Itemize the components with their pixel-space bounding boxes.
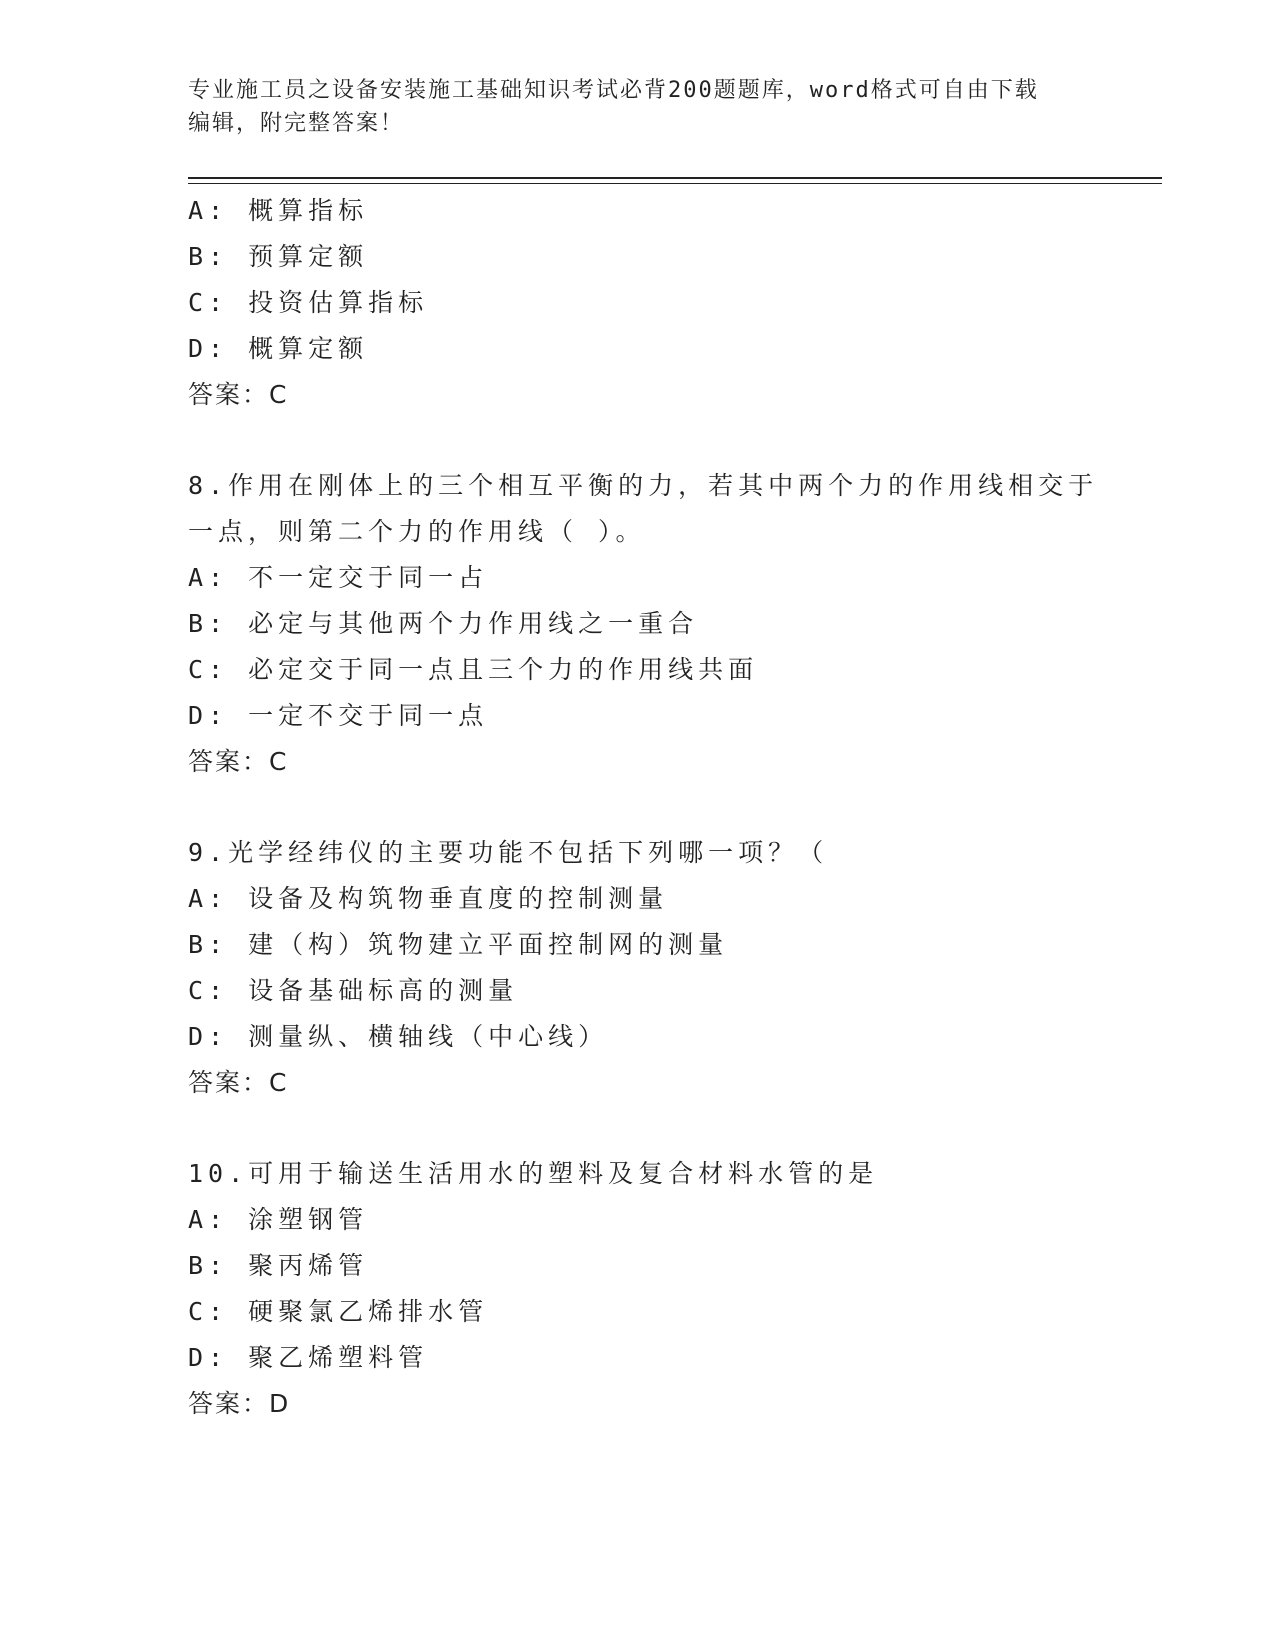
option-c: C: 硬聚氯乙烯排水管 bbox=[188, 1297, 489, 1326]
option-c: C: 必定交于同一点且三个力的作用线共面 bbox=[188, 655, 759, 684]
answer: 答案：D bbox=[188, 1389, 291, 1418]
option-c: C: 设备基础标高的测量 bbox=[188, 976, 519, 1005]
answer: 答案：C bbox=[188, 380, 289, 409]
question-stem: 10.可用于输送生活用水的塑料及复合材料水管的是 bbox=[188, 1159, 879, 1188]
option-a: A: 设备及构筑物垂直度的控制测量 bbox=[188, 884, 669, 913]
option-d: D: 测量纵、横轴线（中心线） bbox=[188, 1022, 609, 1051]
header-divider-thick bbox=[188, 177, 1162, 179]
question-7 bbox=[188, 188, 1088, 418]
option-d: D: 概算定额 bbox=[188, 334, 369, 363]
answer: 答案：C bbox=[188, 1068, 289, 1097]
option-b: B: 预算定额 bbox=[188, 242, 369, 271]
question-stem-line-2: 一点，则第二个力的作用线（ ）。 bbox=[188, 517, 646, 546]
question-list bbox=[188, 188, 1099, 1427]
header-line-1: 专业施工员之设备安装施工基础知识考试必背200题题库，word格式可自由下载 bbox=[188, 78, 1039, 103]
header-line-2: 编辑，附完整答案！ bbox=[188, 111, 405, 136]
document-header bbox=[188, 74, 1088, 140]
option-d: D: 聚乙烯塑料管 bbox=[188, 1343, 429, 1372]
option-a: A: 概算指标 bbox=[188, 196, 369, 225]
option-b: B: 聚丙烯管 bbox=[188, 1251, 369, 1280]
option-d: D: 一定不交于同一点 bbox=[188, 701, 489, 730]
option-b: B: 建（构）筑物建立平面控制网的测量 bbox=[188, 930, 729, 959]
header-divider-thin bbox=[188, 183, 1162, 184]
question-stem-line-1: 8.作用在刚体上的三个相互平衡的力，若其中两个力的作用线相交于 bbox=[188, 471, 1099, 500]
question-spacer bbox=[188, 418, 1088, 463]
question-10 bbox=[188, 1151, 1088, 1427]
answer: 答案：C bbox=[188, 747, 289, 776]
question-8 bbox=[188, 463, 1099, 785]
option-c: C: 投资估算指标 bbox=[188, 288, 429, 317]
option-a: A: 涂塑钢管 bbox=[188, 1205, 369, 1234]
option-b: B: 必定与其他两个力作用线之一重合 bbox=[188, 609, 699, 638]
question-spacer bbox=[188, 785, 1088, 830]
option-a: A: 不一定交于同一占 bbox=[188, 563, 489, 592]
question-stem: 9.光学经纬仪的主要功能不包括下列哪一项？（ bbox=[188, 838, 829, 867]
question-spacer bbox=[188, 1106, 1088, 1151]
question-9 bbox=[188, 830, 1088, 1106]
